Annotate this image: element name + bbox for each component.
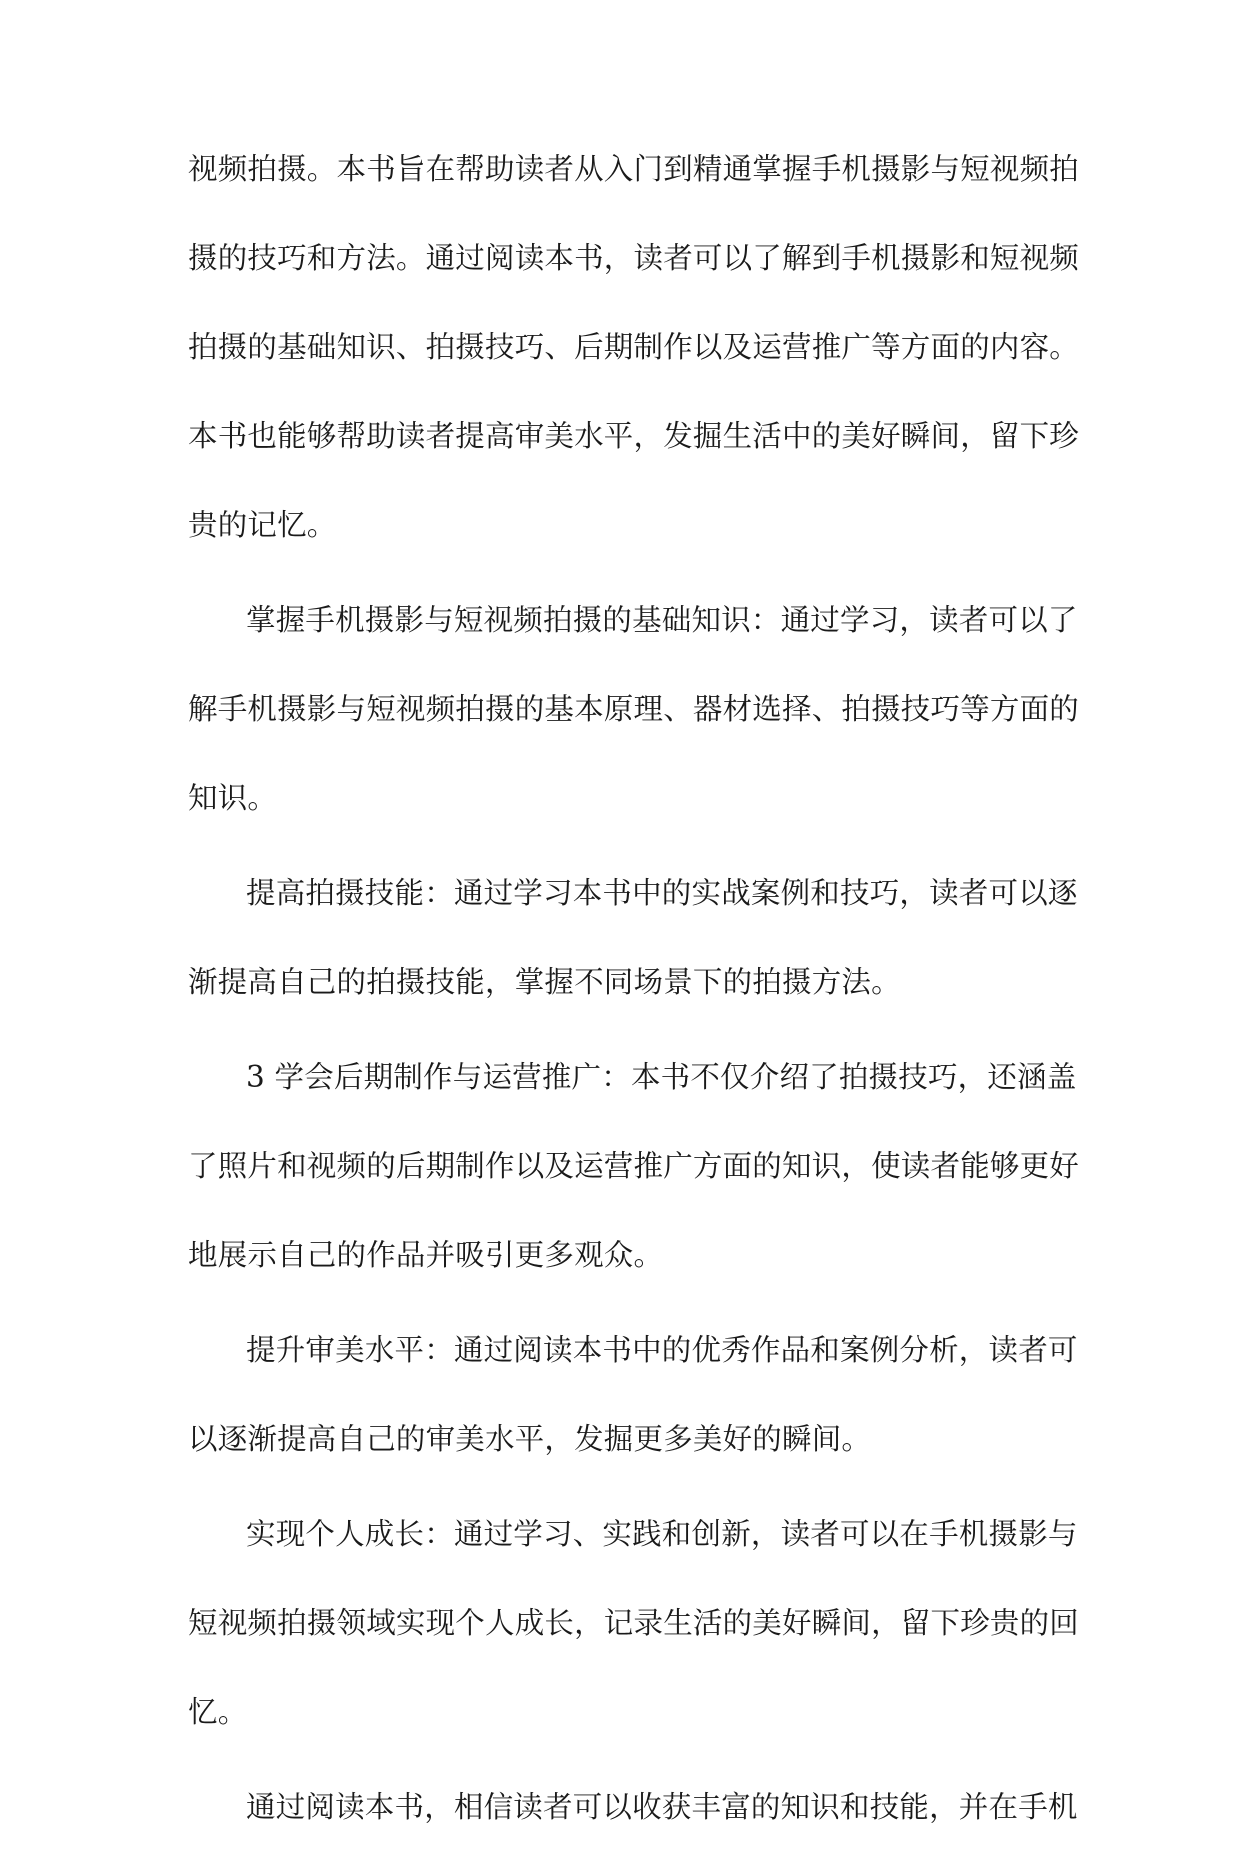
text-line: 贵的记忆。 [188, 508, 337, 542]
paragraph-conclusion [188, 1763, 1078, 1852]
paragraph-book-intro [188, 125, 1080, 570]
text-line: 以逐渐提高自己的审美水平，发掘更多美好的瞬间。 [188, 1422, 872, 1456]
paragraph-basics [188, 576, 1080, 843]
text-line: 摄的技巧和方法。通过阅读本书，读者可以了解到手机摄影和短视频 [188, 241, 1080, 275]
text-line: 解手机摄影与短视频拍摄的基本原理、器材选择、拍摄技巧等方面的 [188, 692, 1080, 726]
text-line: 忆。 [188, 1695, 248, 1729]
paragraph-aesthetics [188, 1306, 1078, 1484]
text-line: 拍摄的基础知识、拍摄技巧、后期制作以及运营推广等方面的内容。 [188, 330, 1080, 364]
text-line: 通过阅读本书，相信读者可以收获丰富的知识和技能，并在手机 [246, 1790, 1078, 1824]
text-line: 渐提高自己的拍摄技能，掌握不同场景下的拍摄方法。 [188, 965, 901, 999]
text-line: 知识。 [188, 781, 278, 815]
text-line: 地展示自己的作品并吸引更多观众。 [188, 1238, 664, 1272]
text-line: 掌握手机摄影与短视频拍摄的基础知识：通过学习，读者可以了 [246, 603, 1078, 637]
text-line: 短视频拍摄领域实现个人成长，记录生活的美好瞬间，留下珍贵的回 [188, 1606, 1080, 1640]
paragraph-growth [188, 1490, 1080, 1757]
text-line: 提高拍摄技能：通过学习本书中的实战案例和技巧，读者可以逐 [246, 876, 1078, 910]
text-line: 了照片和视频的后期制作以及运营推广方面的知识，使读者能够更好 [188, 1149, 1080, 1183]
text-line: 视频拍摄。本书旨在帮助读者从入门到精通掌握手机摄影与短视频拍 [188, 152, 1080, 186]
paragraph-post-production [188, 1033, 1080, 1300]
text-line: 3 学会后期制作与运营推广：本书不仅介绍了拍摄技巧，还涵盖 [246, 1060, 1077, 1094]
text-line: 提升审美水平：通过阅读本书中的优秀作品和案例分析，读者可 [246, 1333, 1078, 1367]
text-line: 实现个人成长：通过学习、实践和创新，读者可以在手机摄影与 [246, 1517, 1078, 1551]
document-page [188, 125, 1080, 1858]
text-line: 本书也能够帮助读者提高审美水平，发掘生活中的美好瞬间，留下珍 [188, 419, 1080, 453]
paragraph-skills [188, 849, 1078, 1027]
